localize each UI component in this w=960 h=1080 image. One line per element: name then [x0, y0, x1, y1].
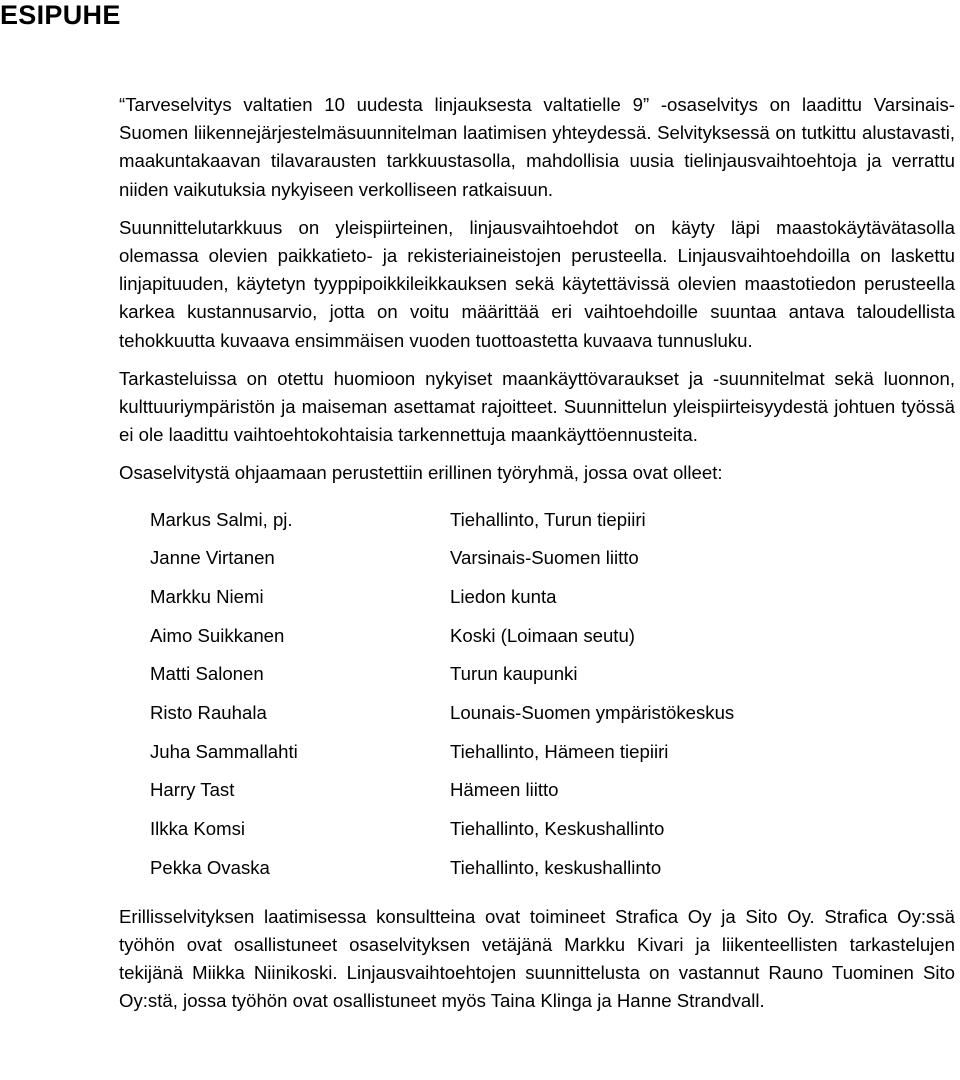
member-organization: Liedon kunta [450, 586, 557, 608]
list-item [150, 622, 955, 661]
member-organization: Lounais-Suomen ympäristökeskus [450, 702, 735, 724]
paragraph-accuracy: Suunnittelutarkkuus on yleispiirteinen, linjausvaihtoehdot on käyty läpi maastokäytävätasolla olemassa olevien paikkatieto- ja rekisteriaineistojen perusteella. Linjausvaihtoehdoilla on laskettu linjapituuden, käytetyn tyyppipoikkileikkauksen sekä käytettävissä olevien maastotiedon perusteella karkea kustannusarvio, jotta on voitu määrittää eri vaihtoehdoille suuntaa antava taloudellista tehokkuutta kuvaava ensimmäisen vuoden tuottoastetta kuvaava tunnusluku. [119, 216, 955, 351]
member-name: Risto Rauhala [150, 702, 267, 724]
member-name: Pekka Ovaska [150, 856, 270, 878]
paragraph-consultants: Erillisselvityksen laatimisessa konsultteina ovat toimineet Strafica Oy ja Sito Oy. Strafica Oy:ssä työhön ovat osallistuneet osaselvityksen vetäjänä Markku Kivari ja liikenteellisten tarkastelujen tekijänä Miikka Niinikoski. Linjausvaihtoehtojen suunnittelusta on vastannut Rauno Tuominen Sito Oy:stä, jossa työhön ovat osallistuneet myös Taina Klinga ja Hanne Strandvall. [119, 905, 955, 1012]
member-name: Matti Salonen [150, 663, 264, 685]
member-organization: Tiehallinto, Keskushallinto [450, 818, 665, 840]
page-title: ESIPUHE [0, 0, 121, 30]
member-name: Aimo Suikkanen [150, 624, 285, 646]
member-organization: Hämeen liitto [450, 779, 559, 801]
member-organization: Varsinais-Suomen liitto [450, 547, 639, 569]
list-item [150, 854, 955, 893]
member-name: Markku Niemi [150, 586, 264, 608]
paragraph-intro: “Tarveselvitys valtatien 10 uudesta linjauksesta valtatielle 9” -osaselvitys on laadittu Varsinais-Suomen liikennejärjestelmäsuunnitelman laatimisen yhteydessä. Selvityksessä on tutkittu alustavasti, maakuntakaavan tilavarausten tarkkuustasolla, mahdollisia uusia tielinjausvaihtoehtoja ja verrattu niiden vaikutuksia nykyiseen verkolliseen ratkaisuun. [119, 94, 955, 200]
list-item [150, 815, 955, 854]
list-item [150, 660, 955, 699]
list-item [150, 583, 955, 622]
paragraph-constraints: Tarkasteluissa on otettu huomioon nykyiset maankäyttövaraukset ja -suunnitelmat sekä luonnon, kulttuuriympäristön ja maiseman asettamat rajoitteet. Suunnittelun yleispiirteisyydestä johtuen työssä ei ole laadittu vaihtoehtokohtaisia tarkennettuja maankäyttöennusteita. [119, 367, 955, 446]
list-item [150, 738, 955, 777]
member-name: Markus Salmi, pj. [150, 508, 293, 530]
member-name: Janne Virtanen [150, 547, 275, 569]
list-item [150, 776, 955, 815]
list-item [150, 544, 955, 583]
member-name: Juha Sammallahti [150, 740, 298, 762]
member-organization: Tiehallinto, Hämeen tiepiiri [450, 740, 669, 762]
member-organization: Koski (Loimaan seutu) [450, 624, 635, 646]
list-item [150, 506, 955, 545]
document-body [119, 91, 955, 1015]
member-name: Harry Tast [150, 779, 235, 801]
member-organization: Turun kaupunki [450, 663, 578, 685]
list-item [150, 699, 955, 738]
member-organization: Tiehallinto, Turun tiepiiri [450, 508, 646, 530]
working-group-list [150, 506, 955, 893]
member-name: Ilkka Komsi [150, 818, 246, 840]
member-organization: Tiehallinto, keskushallinto [450, 856, 662, 878]
paragraph-working-group: Osaselvitystä ohjaamaan perustettiin erillinen työryhmä, jossa ovat olleet: [119, 462, 723, 484]
